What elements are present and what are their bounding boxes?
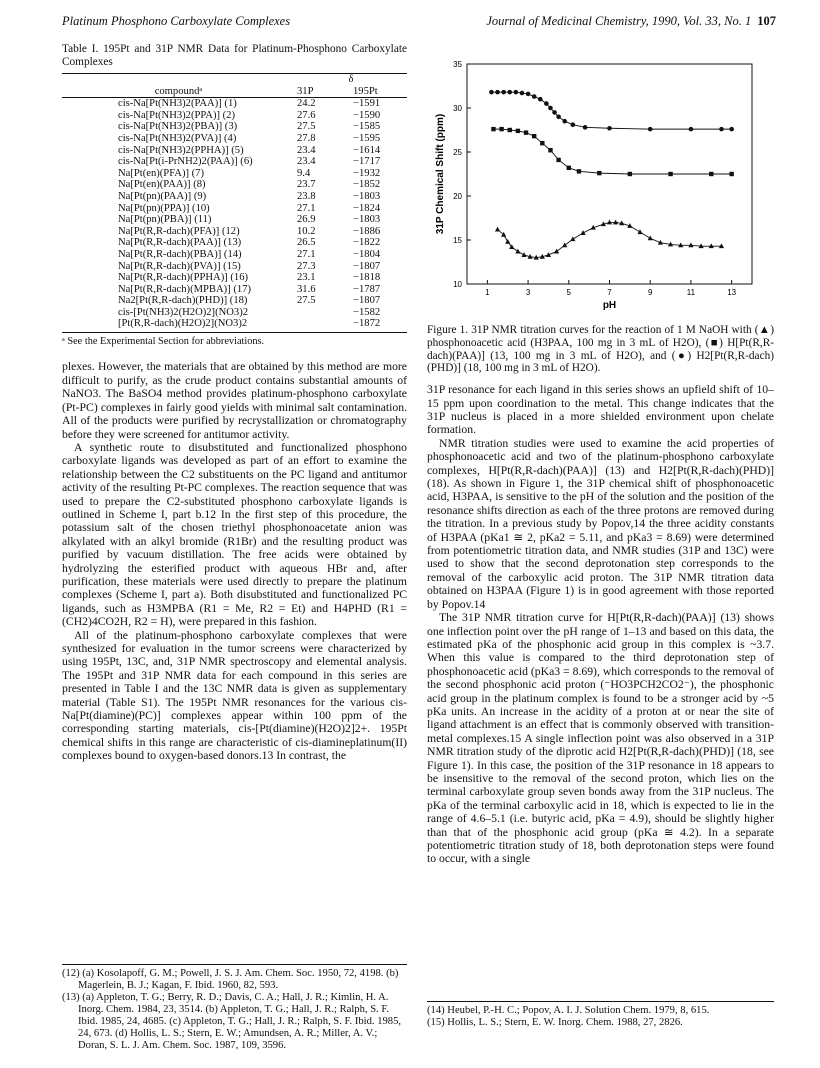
chart-svg: [427, 52, 774, 320]
paragraph: A synthetic route to disubstituted and functionalized phosphono carboxylate ligands was developed as part of an effort to examine the relationship between the C2 substituents on the PC ligand and antitumor activity of the resulting Pt-PC complexes. The reaction sequence that was used to prepare the C2-substituted phosphono carboxylate ligands is outlined in Scheme I, part b.12 In the first step of this procedure, the potassium salt of the chosen triethyl phosphonoacetate anion was alkylated with an alkyl bromide (R1Br) and the resulting product was purified by vacuum distillation. The free acids were obtained by hydrolyzing the esterified product with aqueous HBr and, after purification, these materials were used directly to prepare the platinum complexes (Scheme I, part a). Both disubstituted and functionalized PC ligands, such as H3MPBA (R1 = Me, R2 = Et) and H4PHD (R1 = (CH2)4CO2H, R2 = H), were prepared in this fashion.: [62, 440, 407, 629]
pt195-header: 195Pt: [351, 86, 407, 98]
delta-header: δ: [348, 74, 354, 85]
data-point-circle: [607, 126, 612, 131]
pt195-cell: −1787: [353, 283, 381, 295]
pt195-cell: −1852: [353, 179, 381, 191]
data-point-triangle: [580, 230, 585, 235]
p31-cell: 26.5: [297, 237, 316, 249]
p31-cell: 27.1: [297, 248, 316, 260]
p31-cell: 9.4: [297, 167, 311, 179]
compound-cell: cis-Na[Pt(i-PrNH2)2(PAA)] (6): [118, 156, 253, 168]
data-point-circle: [532, 94, 537, 99]
table-row: [62, 272, 407, 284]
reference-15: (15) Hollis, L. S.; Stern, E. W. Inorg. Chem. 1988, 27, 2826.: [427, 1017, 683, 1028]
x-tick-label: 1: [485, 288, 490, 297]
p31-cell: 24.2: [297, 98, 316, 110]
p31-cell: 31.6: [297, 283, 316, 295]
data-point-triangle: [495, 227, 500, 232]
figure-caption: Figure 1. 31P NMR titration curves for the reaction of 1 M NaOH with (▲) phosphonoacetic acid (H3PAA, 100 mg in 3 mL of H2O), (■) H[Pt(R,R-dach)(PAA)] (13, 100 mg in 3 mL of H2O), and (●) H2[Pt(R,R-dach)(PHD)] (18, 100 mg in 3 mL of H2O).: [427, 324, 774, 375]
table-caption: Table I. 195Pt and 31P NMR Data for Platinum-Phosphono Carboxylate Complexes: [62, 43, 407, 68]
pt195-cell: −1614: [353, 144, 381, 156]
table-row: [62, 295, 407, 307]
compound-cell: Na[Pt(R,R-dach)(PBA)] (14): [118, 248, 242, 260]
data-point-circle: [544, 101, 549, 106]
table-row: [62, 168, 407, 180]
compound-cell: Na[Pt(pn)(PAA)] (9): [118, 190, 207, 202]
p31-cell: 27.5: [297, 295, 316, 307]
data-point-triangle: [637, 229, 642, 234]
table-row: [62, 261, 407, 273]
table-row: [62, 98, 407, 110]
reference-14: (14) Heubel, P.-H. C.; Popov, A. I. J. Solution Chem. 1979, 8, 615.: [427, 1005, 710, 1016]
compound-cell: cis-Na[Pt(NH3)2(PPHA)] (5): [118, 144, 244, 156]
p31-header: 31P: [295, 86, 351, 98]
series-line: [498, 222, 722, 257]
table-row: [62, 110, 407, 122]
data-point-circle: [719, 127, 724, 132]
data-point-circle: [689, 127, 694, 132]
pt195-cell: −1807: [353, 260, 381, 272]
table-row: [62, 121, 407, 133]
compound-cell: cis-Na[Pt(NH3)2(PPA)] (2): [118, 109, 236, 121]
page-number: 107: [757, 14, 776, 28]
pt195-cell: −1803: [353, 214, 381, 226]
compound-cell: Na[Pt(pn)(PPA)] (10): [118, 202, 210, 214]
series-line: [493, 129, 731, 174]
table-row: [62, 179, 407, 191]
table-row: [62, 214, 407, 226]
reference-12: (12) (a) Kosolapoff, G. M.; Powell, J. S. J. Am. Chem. Soc. 1950, 72, 4198. (b) Magerlein, B. J.; Kagan, F. Ibid. 1960, 82, 593.: [62, 968, 399, 991]
series-line: [491, 92, 731, 129]
running-head-left: Platinum Phosphono Carboxylate Complexes: [62, 14, 291, 28]
data-point-triangle: [570, 236, 575, 241]
compound-cell: cis-[Pt(NH3)2(H2O)2](NO3)2: [118, 306, 249, 318]
x-axis-label: pH: [602, 300, 617, 311]
table-row: [62, 133, 407, 145]
pt195-cell: −1803: [353, 190, 381, 202]
x-tick-label: 13: [727, 288, 737, 297]
journal-citation: Journal of Medicinal Chemistry, 1990, Vol. 33, No. 1: [486, 14, 752, 28]
y-tick-label: 20: [453, 192, 462, 201]
y-tick-label: 35: [453, 60, 462, 69]
data-point-square: [548, 148, 552, 152]
table-row: [62, 156, 407, 168]
compound-cell: cis-Na[Pt(NH3)2(PBA)] (3): [118, 121, 238, 133]
left-column: [62, 43, 407, 763]
data-point-square: [709, 172, 713, 176]
p31-cell: 23.4: [297, 144, 316, 156]
compound-cell: Na[Pt(R,R-dach)(PAA)] (13): [118, 237, 242, 249]
data-point-circle: [556, 115, 561, 120]
pt195-cell: −1818: [353, 272, 381, 284]
data-point-circle: [548, 106, 553, 111]
data-point-square: [556, 158, 560, 162]
pt195-cell: −1807: [353, 295, 381, 307]
pt195-cell: −1590: [353, 109, 381, 121]
table-row: [62, 318, 407, 332]
data-point-square: [729, 172, 733, 176]
pt195-cell: −1582: [353, 306, 381, 318]
data-point-square: [597, 171, 601, 175]
data-point-circle: [571, 122, 576, 127]
paragraph: The 31P NMR titration curve for H[Pt(R,R-dach)(PAA)] (13) shows one inflection point over the pH range of 1–13 and based on this data, the estimated pKa of the phosphonic acid group in this complex is ~3.7. When this value is compared to the third deprotonation step of phosphonoacetic acid (pKa3 = 8.69), which corresponds to the removal of the second phosphonic acid proton (⁻HO3PCH2CO2⁻), the phosphonic acid group in the platinum complex is found to be a stronger acid by ~5 pKa units. An increase in the acidity of a proton at or near the site of ligand attachment is an effect that is commonly observed with transition-metal complexes.15 A single inflection point was also observed in a 31P NMR titration study of the diprotic acid H2[Pt(R,R-dach)(PHD)] (18, see Figure 1). In this case, the position of the 31P resonance in 18 appears to be insensitive to the removal of the second proton, which lies on the terminal carboxylate group seven bonds away from the 31P nucleus. The pKa of the terminal carboxylic acid in 18, which is expected to lie in the range of 4.6–5.1 (i.e. butyric acid, pKa = 4.9), should be slightly higher than that of the phosphonic acid group (pKa ≅ 4.2). In a separate potentiometric titration study of 18, both deprotonation steps were found to occur, with a single: [427, 611, 774, 866]
y-tick-label: 25: [453, 148, 462, 157]
compound-cell: Na[Pt(en)(PAA)] (8): [118, 179, 206, 191]
pt195-cell: −1824: [353, 202, 381, 214]
p31-cell: 23.7: [297, 179, 316, 191]
data-point-circle: [489, 90, 494, 95]
data-point-square: [540, 141, 544, 145]
pt195-cell: −1591: [353, 98, 381, 110]
data-point-circle: [495, 90, 500, 95]
pt195-cell: −1804: [353, 248, 381, 260]
x-tick-label: 3: [525, 288, 531, 297]
compound-cell: Na[Pt(pn)(PBA)] (11): [118, 214, 212, 226]
p31-cell: 27.6: [297, 109, 316, 121]
compound-cell: Na[Pt(R,R-dach)(PFA)] (12): [118, 225, 240, 237]
p31-cell: 23.8: [297, 190, 316, 202]
data-point-circle: [514, 90, 519, 95]
pt195-cell: −1932: [353, 167, 381, 179]
table-row: [62, 191, 407, 203]
running-head-right: [486, 14, 776, 29]
compound-cell: cis-Na[Pt(NH3)2(PVA)] (4): [118, 132, 237, 144]
y-tick-label: 15: [453, 236, 462, 245]
data-point-circle: [507, 90, 512, 95]
p31-cell: 27.1: [297, 202, 316, 214]
table-row: [62, 249, 407, 261]
x-tick-label: 9: [647, 288, 653, 297]
table-row: [62, 226, 407, 238]
p31-cell: 26.9: [297, 214, 316, 226]
p31-cell: 10.2: [297, 225, 316, 237]
nmr-table: [62, 73, 407, 333]
figure-1-chart: [427, 52, 774, 320]
pt195-cell: −1717: [353, 156, 381, 168]
data-point-circle: [526, 92, 531, 97]
data-point-circle: [552, 110, 557, 115]
table-row: [62, 284, 407, 296]
p31-cell: 27.8: [297, 132, 316, 144]
data-point-triangle: [521, 252, 526, 257]
data-point-square: [524, 130, 528, 134]
compound-cell: Na2[Pt(R,R-dach)(PHD)] (18): [118, 295, 248, 307]
y-tick-label: 30: [453, 104, 462, 113]
data-point-square: [567, 166, 571, 170]
data-point-circle: [729, 127, 734, 132]
compound-cell: Na[Pt(en)(PFA)] (7): [118, 167, 205, 179]
data-point-square: [668, 172, 672, 176]
p31-cell: [295, 318, 351, 332]
table-row: [62, 307, 407, 319]
x-tick-label: 7: [607, 288, 612, 297]
data-point-square: [577, 169, 581, 173]
x-tick-label: 5: [566, 288, 572, 297]
references-left: [62, 964, 407, 1052]
compound-cell: Na[Pt(R,R-dach)(MPBA)] (17): [118, 283, 251, 295]
data-point-square: [516, 129, 520, 133]
pt195-cell: −1585: [353, 121, 381, 133]
p31-cell: [295, 307, 351, 319]
p31-cell: 23.1: [297, 272, 316, 284]
data-point-circle: [538, 97, 543, 102]
paragraph: 31P resonance for each ligand in this series shows an upfield shift of 10–15 ppm upon coordination to the metal. This change indicates that the 31P nucleus is placed in a more shielded environment upon chelate formation.: [427, 383, 774, 437]
data-point-circle: [562, 119, 567, 124]
y-axis-label: 31P Chemical Shift (ppm): [435, 113, 446, 235]
p31-cell: 27.3: [297, 260, 316, 272]
p31-cell: 27.5: [297, 121, 316, 133]
data-point-triangle: [562, 242, 567, 247]
paragraph: All of the platinum-phosphono carboxylate complexes that were synthesized for evaluation in the tumor screens were characterized by using 195Pt, 13C, and, 31P NMR spectroscopy and elemental analysis. The 195Pt and 31P NMR data for each compound in this series are presented in Table I and the 13C NMR data is given as supplementary material (Table S1). The 195Pt NMR resonances for the various cis-Na[Pt(diamine)(PC)] complexes appear within 100 ppm of the corresponding starting materials, cis-[Pt(diamine)(H2O)2]2+. 195Pt chemical shifts in this range are characteristic of cis-diamineplatinum(II) complexes bound to oxygen-based donors.13 In contrast, the: [62, 628, 407, 763]
data-point-square: [508, 128, 512, 132]
y-tick-label: 10: [453, 280, 462, 289]
compound-cell: cis-Na[Pt(NH3)2(PAA)] (1): [118, 98, 237, 110]
data-point-square: [628, 172, 632, 176]
right-column: [427, 324, 774, 866]
x-tick-label: 11: [686, 288, 696, 297]
references-right: [427, 1001, 774, 1029]
data-point-triangle: [505, 239, 510, 244]
compound-cell: Na[Pt(R,R-dach)(PPHA)] (16): [118, 272, 249, 284]
reference-13: (13) (a) Appleton, T. G.; Berry, R. D.; Davis, C. A.; Hall, J. R.; Kimlin, H. A. Inorg. Chem. 1984, 23, 3514. (b) Appleton, T. G.; Hall, J. R.; Ralph, S. F. Ibid. 1985, 24, 4685. (c) Appleton, T. G.; Hall, J. R.; Ralph, S. F. Ibid. 1985, 24, 673. (d) Hollis, L. S.; Stern, E. W.; Amundsen, A. R.; Miller, A. V.; Doran, S. L. J. Am. Chem. Soc. 1987, 109, 3596.: [62, 992, 402, 1051]
data-point-circle: [501, 90, 506, 95]
data-point-triangle: [515, 249, 520, 254]
table-row: [62, 237, 407, 249]
data-point-circle: [648, 127, 653, 132]
data-point-square: [499, 127, 503, 131]
data-point-circle: [520, 91, 525, 96]
pt195-cell: −1822: [353, 237, 381, 249]
data-point-square: [491, 127, 495, 131]
paragraph: plexes. However, the materials that are obtained by this method are more difficult to purify, as the crude product contains substantial amounts of NaNO3. The BaSO4 method provides platinum-phosphono carboxylate (Pt-PC) complexes in fairly good yields with minimal salt contamination. All of the products were purified by recrystallization or chromatography before they were screened for antitumor activity.: [62, 360, 407, 441]
pt195-cell: −1872: [351, 318, 407, 332]
p31-cell: 23.4: [297, 156, 316, 168]
data-point-triangle: [554, 249, 559, 254]
compound-cell: [Pt(R,R-dach)(H2O)2](NO3)2: [62, 318, 295, 332]
table-footnote: ᵃ See the Experimental Section for abbreviations.: [62, 336, 265, 348]
table-row: [62, 145, 407, 157]
paragraph: NMR titration studies were used to examine the acid properties of phosphonoacetic acid and two of the platinum-phosphono carboxylate complexes, H[Pt(R,R-dach)(PAA)] (13) and H2[Pt(R,R-dach)(PHD)] (18). As shown in Figure 1, the 31P chemical shift of phosphonoacetic acid, H3PAA, is sensitive to the pH of the solution and the position of the resonance shifts direction as each of the three protons are removed during the titration. In a previous study by Popov,14 the three acidity constants of H3PAA (pKa1 ≅ 2, pKa2 = 5.11, and pKa3 = 8.69) were determined from potentiometric titration data, and NMR studies (31P and 13C) were used to show that the second deprotonation step corresponds to the removal of the carboxylic acid proton. The 31P NMR titration data obtained on H3PAA (Figure 1) is in good agreement with those reported by Popov.14: [427, 436, 774, 611]
data-point-circle: [583, 125, 588, 130]
pt195-cell: −1595: [353, 132, 381, 144]
table-row: [62, 203, 407, 215]
pt195-cell: −1886: [353, 225, 381, 237]
data-point-square: [532, 134, 536, 138]
compound-header: compoundᵃ: [62, 86, 295, 98]
data-point-triangle: [648, 235, 653, 240]
compound-cell: Na[Pt(R,R-dach)(PVA)] (15): [118, 260, 241, 272]
